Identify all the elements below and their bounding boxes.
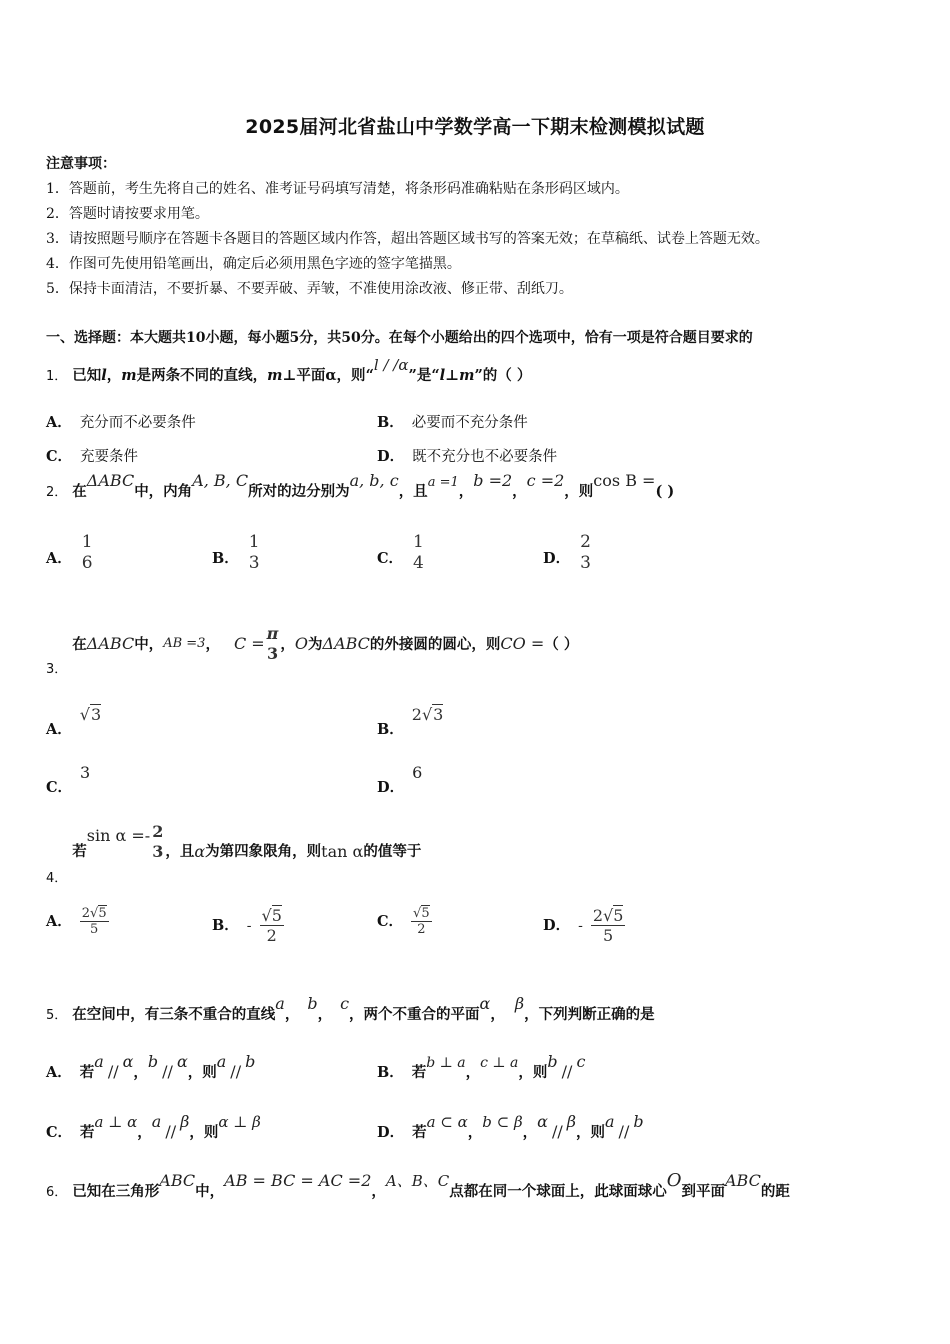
q1-option-d[interactable]: D． 既不充分也不必要条件 [377, 448, 558, 465]
q3-option-b[interactable]: B．2√3 [377, 705, 444, 738]
q2-option-a[interactable]: A． 1 6 [46, 532, 93, 573]
note-item: 3．请按照题号顺序在答题卡各题目的答题区域内作答，超出答题区域书写的答案无效；在草稿纸、试卷上答题无效。 [46, 231, 769, 247]
section-heading: 一、选择题：本大题共10小题，每小题5分，共50分。在每个小题给出的四个选项中，恰有一项是符合题目要求的 [46, 330, 753, 346]
q5-option-c[interactable]: C． 若a ⊥ α，a//β，则α ⊥ β [46, 1112, 261, 1141]
q5-option-d[interactable]: D． 若a ⊂ α，b ⊂ β，α//β，则a//b [377, 1112, 644, 1141]
q4-option-d[interactable]: D． - $\frac{2√5}{5}$ [543, 906, 624, 945]
question-1 [46, 356, 532, 385]
note-item: 2．答题时请按要求用笔。 [46, 206, 209, 222]
q5-option-b[interactable]: B． 若b ⊥ a，c ⊥ a，则b//c [377, 1052, 586, 1081]
q2-option-d[interactable]: D． 2 3 [543, 532, 591, 573]
note-item: 4．作图可先使用铅笔画出，确定后必须用黑色字迹的签字笔描黑。 [46, 256, 461, 272]
q2-option-b[interactable]: B． 1 3 [212, 532, 260, 573]
q5-option-a[interactable]: A． 若a//α，b//α，则a//b [46, 1052, 256, 1081]
page-title: 2025届河北省盐山中学数学高一下期末检测模拟试题 [245, 116, 705, 138]
question-number: 1． [46, 369, 68, 384]
question-4: 4． 若 sin α =- 2 3 ，且 α 为第四象限角，则 tan α 的值等于 [46, 822, 422, 886]
q3-option-d[interactable]: D．6 [377, 763, 423, 796]
q1-option-c[interactable]: C． 充要条件 [46, 448, 139, 465]
question-2: 2． 在ΔABC中，内角A, B, C所对的边分别为a, b, c，且a =1，b =2，c =2，则cos B =( ) [46, 471, 675, 500]
q4-option-c[interactable]: C． $\frac{√5}{2}$ [377, 906, 430, 937]
question-6: 6． 已知在三角形ABC中，AB = BC = AC =2，A、B、C点都在同一个球面上，此球面球心O到平面ABC的距 [46, 1170, 790, 1200]
q4-option-a[interactable]: A． $\frac{2√5}{5}$ [46, 906, 107, 937]
question-5: 5． 在空间中，有三条不重合的直线a，b，c，两个不重合的平面α，β，下列判断正确的是 [46, 994, 655, 1023]
q2-option-c[interactable]: C． 1 4 [377, 532, 424, 573]
q3-option-a[interactable]: A．√3 [46, 705, 102, 738]
q4-option-b[interactable]: B． - $\frac{√5}{2}$ [212, 906, 282, 945]
q1-text: 已知l，m是两条不同的直线，m⊥平面α，则“l / /α”是“l⊥m”的（ ） [72, 356, 532, 384]
note-item: 5．保持卡面清洁，不要折暴、不要弄破、弄皱，不准使用涂改液、修正带、刮纸刀。 [46, 281, 573, 297]
q1-option-a[interactable]: A． 充分而不必要条件 [46, 414, 196, 431]
q3-option-c[interactable]: C．3 [46, 763, 91, 796]
note-item: 1．答题前，考生先将自己的姓名、准考证号码填写清楚，将条形码准确粘贴在条形码区域内。 [46, 181, 629, 197]
notes-heading: 注意事项： [46, 156, 116, 172]
question-3: 3． 在 ΔABC 中， AB =3 ， C = π 3 ， O 为 ΔABC 的外接圆的圆心，则 CO = （ ） [46, 624, 579, 677]
q1-option-b[interactable]: B． 必要而不充分条件 [377, 414, 528, 431]
